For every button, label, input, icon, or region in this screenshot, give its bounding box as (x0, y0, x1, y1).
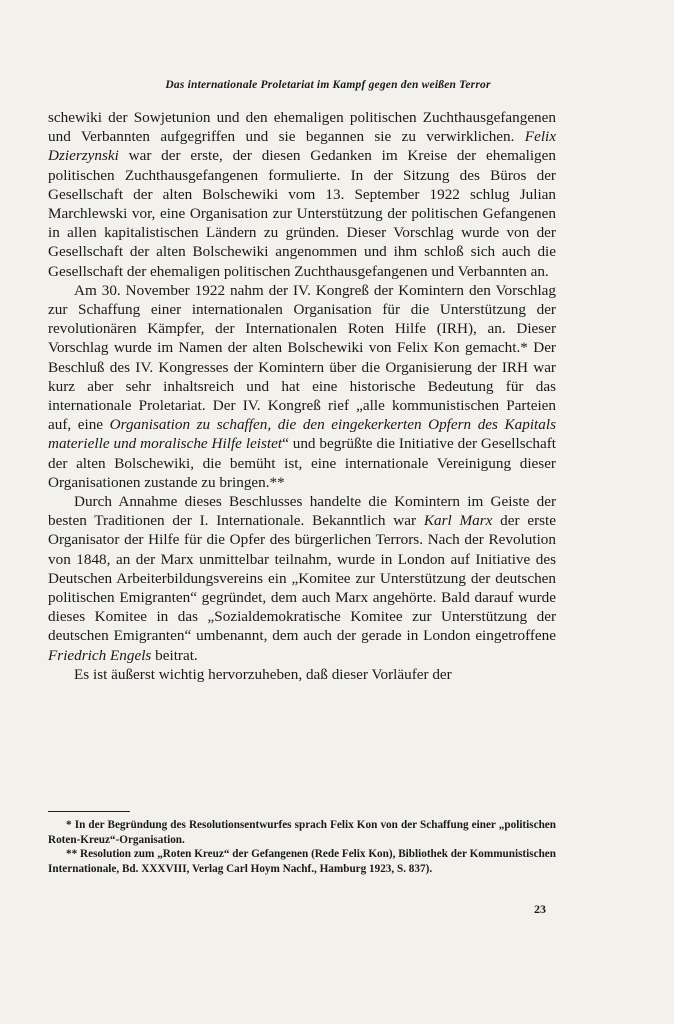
paragraph (48, 108, 556, 281)
text-run: war der erste, der diesen Gedanken im Kreise der ehemaligen politischen Zuchthausgefangenen formulierte. In der Sitzung des Büros der Gesellschaft der alten Bolschewiki vom 13. September 1922 schlug Julian Marchlewski vor, eine Organisation zur Unterstützung der politischen Gefangenen in allen kapitalistischen Ländern zu gründen. Dieser Vorschlag wurde von der Gesellschaft der alten Bolschewiki angenommen und ihm schloß sich auch die Gesellschaft der ehemaligen politischen Zuchthausgefangenen und Verbannten an. (48, 147, 556, 280)
footnote: ** Resolution zum „Roten Kreuz“ der Gefangenen (Rede Felix Kon), Bibliothek der Kommunistischen Internationale, Bd. XXXVIII, Verlag Carl Hoym Nachf., Hamburg 1923, S. 837). (48, 848, 556, 875)
italic-text: Felix Dzierzynski (48, 128, 556, 165)
text-run: “ und begrüßte die Initiative der Gesellschaft der alten Bolschewiki, die bemüht ist, eine internationale Vereinigung dieser Organisationen zustande zu bringen.** (48, 435, 556, 491)
text-run: schewiki der Sowjetunion und den ehemaligen politischen Zuchthausgefangenen und Verbannten aufgegriffen und sie begannen sie zu verwirklichen. (48, 109, 556, 146)
page-number: 23 (534, 902, 546, 916)
text-run: beitrat. (151, 646, 198, 664)
text-run: Durch Annahme dieses Beschlusses handelte die Komintern im Geiste der besten Traditionen der I. Internationale. Bekanntlich war (48, 493, 556, 530)
footnote-rule (48, 811, 130, 812)
italic-text: Organisation zu schaffen, die den eingekerkerten Opfern des Kapitals materielle und moralische Hilfe leistet (48, 416, 556, 453)
body-text (48, 108, 556, 684)
paragraph (48, 665, 556, 684)
text-run: der erste Organisator der Hilfe für die Opfer des bürgerlichen Terrors. Nach der Revolution von 1848, an der Marx unmittelbar teilnahm, wurde in London auf Initiative des Deutschen Arbeiterbildungsvereins ein „Komitee zur Unterstützung der deutschen politischen Emigranten“ gegründet, dem auch Marx angehörte. Bald darauf wurde dieses Komitee in das „Sozialdemokratische Komitee zur Unterstützung der deutschen Emigranten“ umbenannt, dem auch der gerade in London eingetroffene (48, 512, 556, 645)
text-run: Es ist äußerst wichtig hervorzuheben, daß dieser Vorläufer der (74, 665, 452, 683)
footnote: * In der Begründung des Resolutionsentwurfes sprach Felix Kon von der Schaffung einer „politischen Roten-Kreuz“-Organisation. (48, 819, 556, 846)
text-run: Am 30. November 1922 nahm der IV. Kongreß der Komintern den Vorschlag zur Schaffung einer internationalen Organisation für die Unterstützung der revolutionären Kämpfer, der Internationalen Roten Hilfe (IRH), an. Dieser Vorschlag wurde im Namen der alten Bolschewiki von Felix Kon gemacht.* Der Beschluß des IV. Kongresses der Komintern über die Organisierung der IRH war kurz aber sehr inhaltsreich und hat eine historische Bedeutung für das internationale Proletariat. Der IV. Kongreß rief „alle kommunistischen Parteien auf, eine (48, 281, 556, 434)
paragraph (48, 281, 556, 492)
italic-text: Friedrich Engels (48, 646, 152, 664)
italic-text: Karl Marx (423, 512, 493, 530)
paragraph (48, 492, 556, 665)
running-head: Das internationale Proletariat im Kampf gegen den weißen Terror (165, 79, 491, 91)
footnotes (48, 818, 556, 876)
